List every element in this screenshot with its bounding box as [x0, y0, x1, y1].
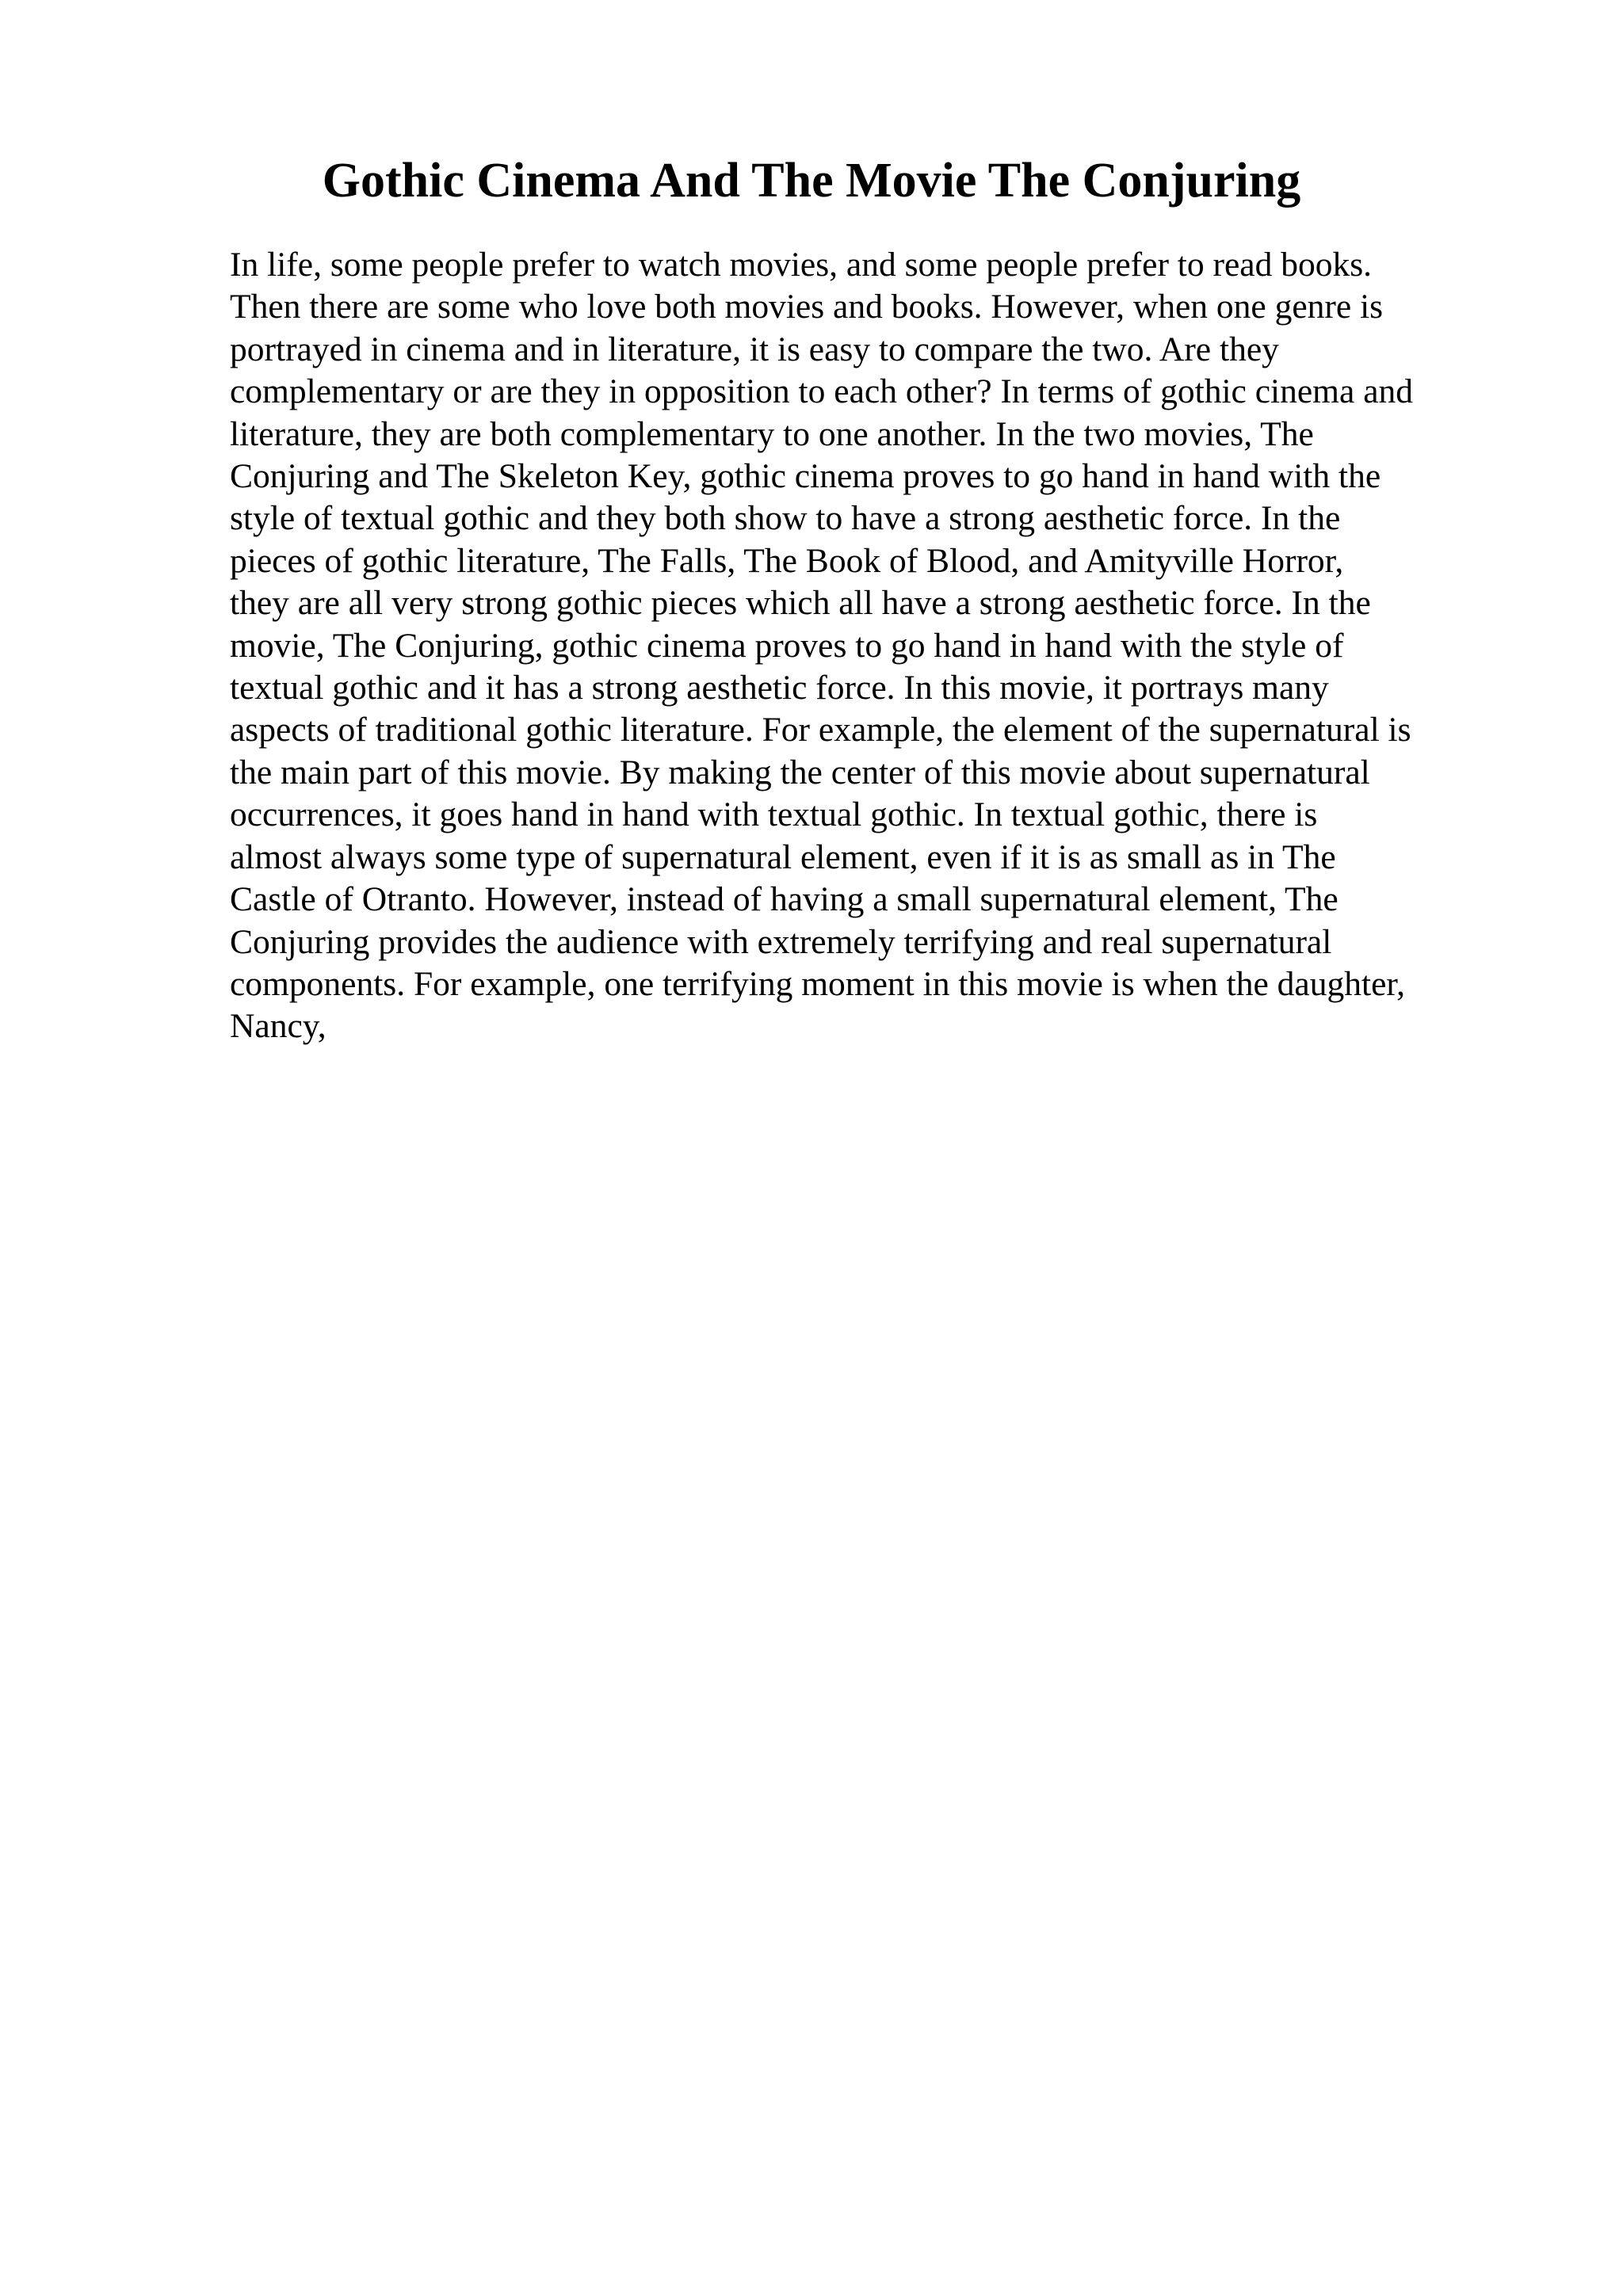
body-line: In life, some people prefer to watch movies, and some people prefer to read books.: [230, 246, 1373, 284]
document-body: [230, 244, 1514, 1048]
body-line: textual gothic and it has a strong aesthetic force. In this movie, it portrays many: [230, 669, 1329, 707]
body-line: literature, they are both complementary to one another. In the two movies, The: [230, 414, 1314, 453]
body-line: aspects of traditional gothic literature. For example, the element of the supernatural is: [230, 711, 1411, 749]
body-line: Nancy,: [230, 1007, 327, 1046]
body-line: Then there are some who love both movies and books. However, when one genre is: [230, 288, 1384, 326]
body-line: occurrences, it goes hand in hand with textual gothic. In textual gothic, there is: [230, 795, 1318, 834]
body-line: pieces of gothic literature, The Falls, The Book of Blood, and Amityville Horror,: [230, 541, 1344, 580]
body-line: Castle of Otranto. However, instead of having a small supernatural element, The: [230, 880, 1338, 919]
body-line: Conjuring and The Skeleton Key, gothic cinema proves to go hand in hand with the: [230, 457, 1381, 496]
body-line: almost always some type of supernatural element, even if it is as small as in The: [230, 837, 1336, 876]
body-line: complementary or are they in opposition to each other? In terms of gothic cinema and: [230, 372, 1413, 411]
body-line: portrayed in cinema and in literature, it is easy to compare the two. Are they: [230, 330, 1279, 368]
body-line: movie, The Conjuring, gothic cinema proves to go hand in hand with the style of: [230, 626, 1344, 665]
body-line: Conjuring provides the audience with extremely terrifying and real supernatural: [230, 922, 1332, 961]
body-line: they are all very strong gothic pieces which all have a strong aesthetic force. In the: [230, 584, 1371, 623]
body-line: components. For example, one terrifying moment in this movie is when the daughter,: [230, 964, 1405, 1003]
document-title: Gothic Cinema And The Movie The Conjuring: [322, 154, 1301, 208]
body-line: the main part of this movie. By making the center of this movie about supernatural: [230, 753, 1370, 791]
body-line: style of textual gothic and they both show to have a strong aesthetic force. In the: [230, 499, 1341, 538]
